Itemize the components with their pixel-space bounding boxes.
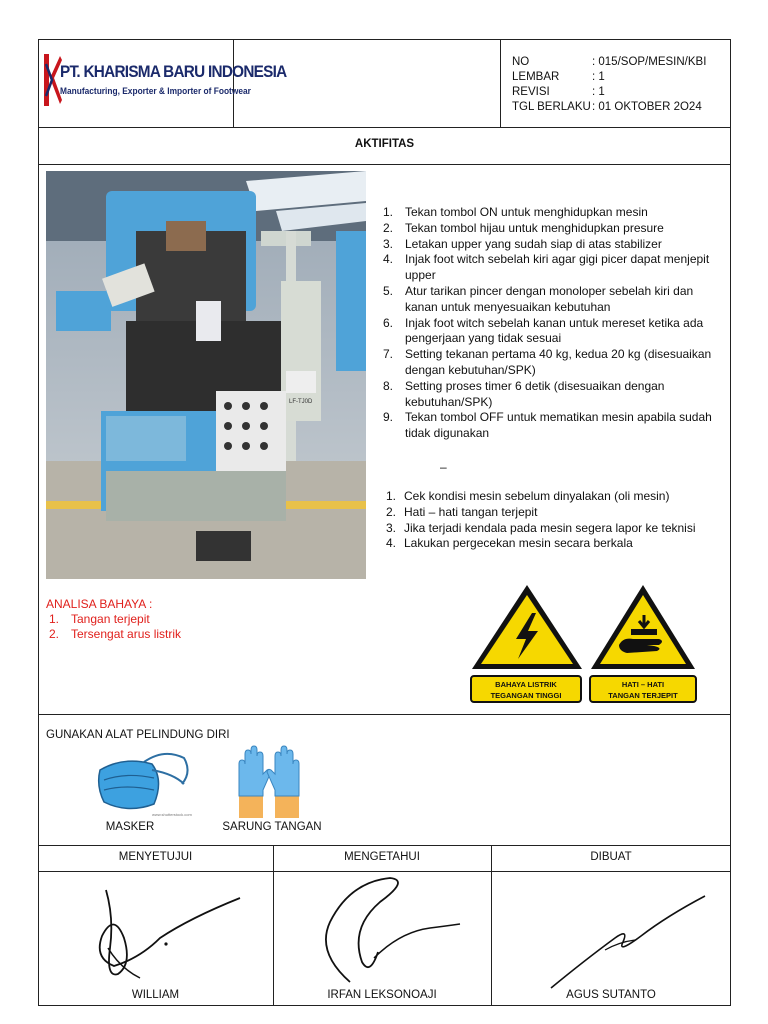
mask-credit: www.shutterstock.com: [152, 812, 192, 817]
electric-hazard-icon: [468, 581, 586, 673]
warning-sign-hand: [587, 581, 699, 707]
signature-agus: [545, 890, 715, 995]
company-logo: [40, 50, 287, 110]
signature-name-irfan: IRFAN LEKSONOAJI: [327, 989, 437, 1001]
face-mask-icon: [94, 750, 194, 820]
hazard-item: 1. Tangan terjepit: [49, 612, 150, 626]
activity-divider: [38, 714, 731, 715]
hazard-title: ANALISA BAHAYA :: [46, 597, 153, 611]
header-col-line-1: [233, 39, 234, 127]
signature-role-menyetujui: MENYETUJUI: [118, 851, 193, 863]
safety-note: 1. Cek kondisi mesin sebelum dinyalakan (oli mesin): [386, 489, 670, 503]
section-title: AKTIFITAS: [354, 138, 415, 150]
logo-mark-icon: [40, 50, 62, 110]
signature-col-line-2: [491, 845, 492, 1006]
signature-role-mengetahui: MENGETAHUI: [344, 851, 420, 863]
safety-note: 4. Lakukan pergecekan mesin secara berkala: [386, 536, 633, 551]
gloves-icon: [235, 744, 303, 820]
lasting-machine-illustration: [46, 171, 366, 579]
procedure-step: 9. Tekan tombol OFF untuk mematikan mesin apabila sudah tidak digunakan: [383, 410, 712, 441]
signature-col-line-1: [273, 845, 274, 1006]
procedure-step: 6. Injak foot witch sebelah kanan untuk mereset ketika ada pengerjaan yang tidak sesuai: [383, 315, 704, 346]
procedure-step: 5. Atur tarikan pincer dengan monoloper sebelah kiri dan kanan untuk menyesuaikan kebutuhan: [383, 283, 694, 314]
doc-info-no: NO : 015/SOP/MESIN/KBI: [512, 56, 707, 68]
warning-sign-electric: [468, 581, 586, 707]
hand-crush-hazard-icon: [587, 581, 699, 673]
mask-label: MASKER: [105, 821, 155, 833]
hazard-list: [49, 612, 299, 642]
safety-note: 3. Jika terjadi kendala pada mesin segera lapor ke teknisi: [386, 520, 696, 535]
machine-label: LF-TJ0D: [289, 399, 313, 405]
list-separator: –: [440, 460, 447, 474]
procedure-step: 1. Tekan tombol ON untuk menghidupkan mesin: [383, 205, 648, 219]
signature-name-william: WILLIAM: [131, 989, 180, 1001]
gloves-illustration: [235, 744, 303, 820]
warning-hand-label: HATI – HATI TANGAN TERJEPIT: [589, 675, 697, 703]
ppe-divider: [38, 845, 731, 846]
header-divider: [38, 127, 731, 128]
doc-info-lembar: LEMBAR : 1: [512, 71, 605, 83]
procedure-step: 3. Letakan upper yang sudah siap di atas stabilizer: [383, 236, 662, 251]
procedure-step: 8. Setting proses timer 6 detik (disesuaikan dengan kebutuhan/SPK): [383, 378, 665, 409]
hazard-item: 2. Tersengat arus listrik: [49, 627, 182, 641]
procedure-steps: [383, 205, 723, 442]
procedure-step: 2. Tekan tombol hijau untuk menghidupkan presure: [383, 220, 664, 235]
signature-william: [80, 878, 260, 993]
ppe-title: GUNAKAN ALAT PELINDUNG DIRI: [46, 729, 230, 741]
company-name: PT. KHARISMA BARU INDONESIA: [60, 62, 287, 81]
doc-info-revisi: REVISI : 1: [512, 86, 605, 98]
header-col-line-2: [500, 39, 501, 127]
document-info: [512, 55, 727, 115]
warning-electric-label: BAHAYA LISTRIK TEGANGAN TINGGI: [470, 675, 582, 703]
procedure-step: 7. Setting tekanan pertama 40 kg, kedua 20 kg (disesuaikan dengan kebutuhan/SPK): [383, 347, 712, 377]
signature-irfan: [310, 872, 480, 992]
signature-role-dibuat: DIBUAT: [590, 851, 632, 863]
signature-name-agus: AGUS SUTANTO: [566, 989, 656, 1001]
machine-photo: [46, 171, 366, 579]
safety-note: 2. Hati – hati tangan terjepit: [386, 504, 538, 519]
company-tagline: Manufacturing, Exporter & Importer of Footwear: [60, 86, 251, 97]
procedure-step: 4. Injak foot witch sebelah kiri agar gigi picer dapat menjepit upper: [383, 252, 710, 283]
gloves-label: SARUNG TANGAN: [222, 821, 322, 833]
title-divider: [38, 164, 731, 165]
doc-info-tgl-berlaku: TGL BERLAKU : 01 OKTOBER 2O24: [512, 101, 702, 113]
safety-notes: [386, 489, 726, 552]
mask-illustration: [94, 750, 194, 820]
